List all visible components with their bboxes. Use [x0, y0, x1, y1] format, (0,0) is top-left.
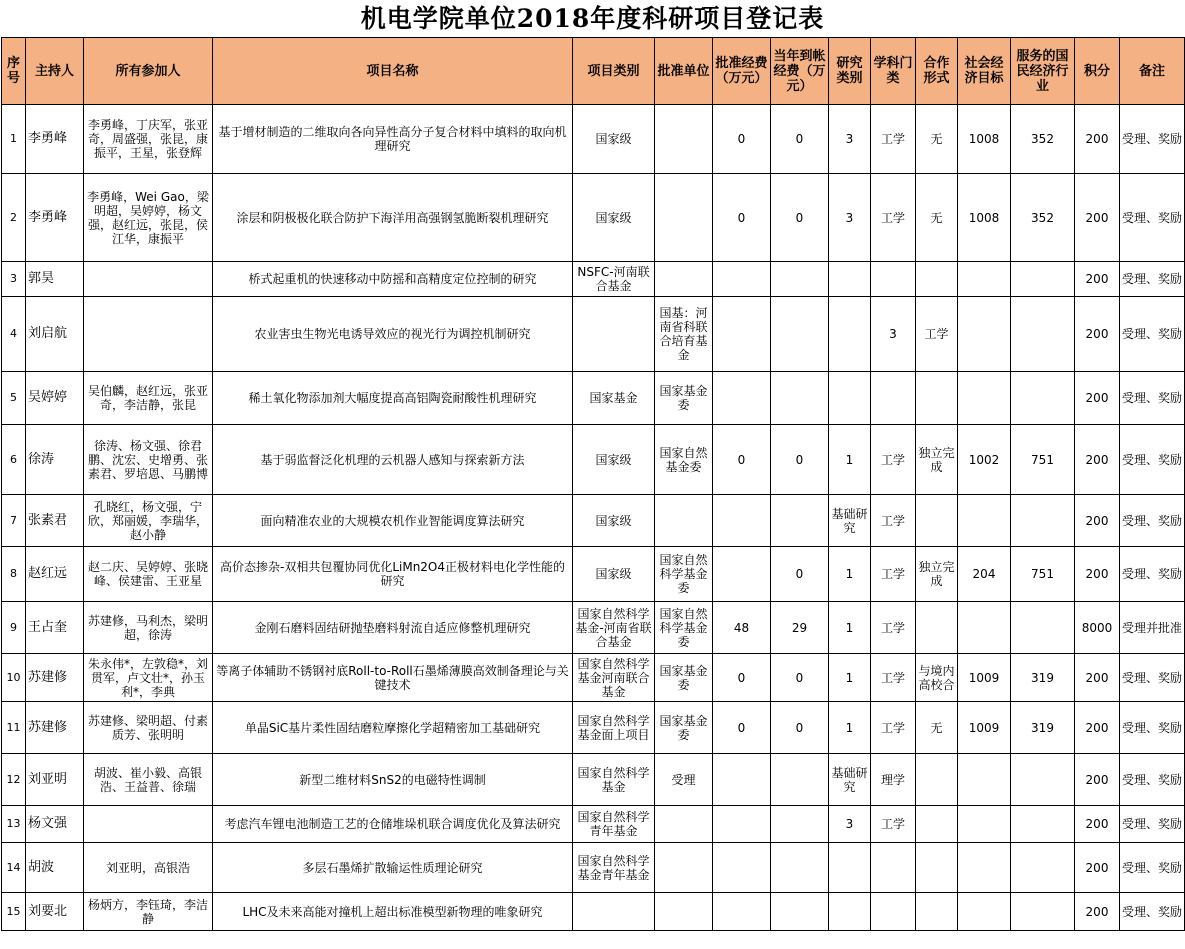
cell-industry [1011, 262, 1075, 297]
cell-score: 200 [1075, 495, 1120, 547]
cell-note: 受理、奖励 [1120, 806, 1185, 843]
cell-host: 李勇峰 [26, 174, 84, 262]
cell-received: 0 [771, 105, 829, 174]
cell-seq: 10 [2, 654, 26, 702]
cell-category: 国家自然科学青年基金 [573, 806, 655, 843]
cell-goal [958, 602, 1011, 654]
cell-host: 郭昊 [26, 262, 84, 297]
cell-approved [713, 297, 771, 372]
cell-note: 受理、奖励 [1120, 702, 1185, 754]
cell-discipline: 工学 [871, 602, 916, 654]
header-row [2, 38, 1185, 105]
cell-industry: 751 [1011, 547, 1075, 602]
cell-project: 考虑汽车锂电池制造工艺的仓储堆垛机联合调度优化及算法研究 [213, 806, 573, 843]
cell-unit: 国家基金委 [655, 372, 713, 425]
cell-note: 受理、奖励 [1120, 297, 1185, 372]
header-cell: 项目类别 [573, 38, 655, 105]
cell-members: 朱永伟*，左敦稳*，刘贯军，卢文壮*，孙玉利*，李典 [84, 654, 213, 702]
cell-project: 新型二维材料SnS2的电磁特性调制 [213, 754, 573, 806]
cell-host: 刘亚明 [26, 754, 84, 806]
cell-members: 吴伯麟，赵红远，张亚奇，李洁静，张昆 [84, 372, 213, 425]
cell-category: 国家级 [573, 425, 655, 495]
cell-seq: 1 [2, 105, 26, 174]
cell-note: 受理、奖励 [1120, 174, 1185, 262]
cell-category: 国家自然科学基金面上项目 [573, 702, 655, 754]
cell-category: 国家自然科学基金河南联合基金 [573, 654, 655, 702]
cell-seq: 14 [2, 843, 26, 893]
cell-project: LHC及未来高能对撞机上超出标准模型新物理的唯象研究 [213, 893, 573, 931]
cell-discipline: 工学 [871, 495, 916, 547]
cell-category: 国家自然科学基金-河南省联合基金 [573, 602, 655, 654]
cell-goal [958, 372, 1011, 425]
cell-received: 0 [771, 547, 829, 602]
table-row [2, 893, 1185, 931]
cell-note: 受理、奖励 [1120, 105, 1185, 174]
header-cell: 学科门类 [871, 38, 916, 105]
table-row [2, 105, 1185, 174]
cell-coop: 工学 [916, 297, 958, 372]
cell-project: 稀土氧化物添加剂大幅度提高高铝陶瓷耐酸性机理研究 [213, 372, 573, 425]
cell-approved [713, 547, 771, 602]
header-cell: 主持人 [26, 38, 84, 105]
cell-industry [1011, 806, 1075, 843]
cell-seq: 6 [2, 425, 26, 495]
header-cell: 研究类别 [829, 38, 871, 105]
cell-host: 张素君 [26, 495, 84, 547]
cell-received [771, 843, 829, 893]
cell-score: 200 [1075, 843, 1120, 893]
cell-host: 吴婷婷 [26, 372, 84, 425]
cell-score: 200 [1075, 893, 1120, 931]
cell-unit [655, 262, 713, 297]
cell-research: 1 [829, 702, 871, 754]
cell-unit [655, 843, 713, 893]
cell-unit [655, 105, 713, 174]
cell-received: 29 [771, 602, 829, 654]
cell-coop [916, 602, 958, 654]
cell-members [84, 297, 213, 372]
table-row [2, 806, 1185, 843]
cell-members: 孔晓红，杨文强，宁欣，郑丽媛，李瑞华，赵小静 [84, 495, 213, 547]
cell-unit [655, 174, 713, 262]
cell-research: 1 [829, 654, 871, 702]
cell-received [771, 297, 829, 372]
cell-members [84, 262, 213, 297]
cell-seq: 2 [2, 174, 26, 262]
table-row [2, 425, 1185, 495]
cell-industry: 352 [1011, 174, 1075, 262]
cell-category [573, 297, 655, 372]
table-row [2, 495, 1185, 547]
cell-research: 1 [829, 547, 871, 602]
cell-goal [958, 806, 1011, 843]
cell-discipline: 工学 [871, 105, 916, 174]
cell-members: 徐涛、杨文强、徐君鹏、沈宏、史增勇、张素君、罗培恩、马鹏博 [84, 425, 213, 495]
cell-host: 刘要北 [26, 893, 84, 931]
cell-score: 200 [1075, 702, 1120, 754]
cell-members: 胡波、崔小毅、高银浩、王益普、徐瑞 [84, 754, 213, 806]
cell-unit: 国家自然基金委 [655, 425, 713, 495]
cell-unit: 国家自然科学基金委 [655, 602, 713, 654]
cell-discipline [871, 372, 916, 425]
header-cell: 批准单位 [655, 38, 713, 105]
header-cell: 积分 [1075, 38, 1120, 105]
cell-project: 农业害虫生物光电诱导效应的视光行为调控机制研究 [213, 297, 573, 372]
cell-discipline: 工学 [871, 547, 916, 602]
cell-project: 多层石墨烯扩散输运性质理论研究 [213, 843, 573, 893]
header-cell: 所有参加人 [84, 38, 213, 105]
cell-goal: 1009 [958, 654, 1011, 702]
cell-industry [1011, 495, 1075, 547]
table-row [2, 654, 1185, 702]
cell-research: 基础研究 [829, 754, 871, 806]
cell-note: 受理、奖励 [1120, 754, 1185, 806]
cell-category: 国家级 [573, 495, 655, 547]
cell-unit: 国家自然科学基金委 [655, 547, 713, 602]
cell-goal: 1008 [958, 105, 1011, 174]
cell-coop: 独立完成 [916, 425, 958, 495]
cell-approved: 0 [713, 654, 771, 702]
cell-category: 国家级 [573, 105, 655, 174]
table-row [2, 702, 1185, 754]
cell-research: 1 [829, 602, 871, 654]
cell-host: 李勇峰 [26, 105, 84, 174]
cell-research: 3 [829, 806, 871, 843]
cell-note: 受理、奖励 [1120, 495, 1185, 547]
table-row [2, 843, 1185, 893]
page-title: 机电学院单位2018年度科研项目登记表 [360, 4, 825, 33]
cell-members: 苏建修，马利杰，梁明超，徐涛 [84, 602, 213, 654]
cell-discipline: 理学 [871, 754, 916, 806]
cell-category: 国家自然科学基金 [573, 754, 655, 806]
cell-project: 面向精准农业的大规模农机作业智能调度算法研究 [213, 495, 573, 547]
cell-received: 0 [771, 702, 829, 754]
table-row [2, 754, 1185, 806]
cell-members: 杨炳方，李钰琦，李洁静 [84, 893, 213, 931]
cell-score: 200 [1075, 754, 1120, 806]
cell-seq: 9 [2, 602, 26, 654]
cell-seq: 12 [2, 754, 26, 806]
cell-coop [916, 754, 958, 806]
cell-research [829, 893, 871, 931]
cell-approved [713, 372, 771, 425]
header-cell: 合作形式 [916, 38, 958, 105]
header-cell: 社会经济目标 [958, 38, 1011, 105]
cell-research [829, 297, 871, 372]
cell-project: 基于增材制造的二维取向各向异性高分子复合材料中填料的取向机理研究 [213, 105, 573, 174]
cell-host: 杨文强 [26, 806, 84, 843]
cell-unit: 受理 [655, 754, 713, 806]
cell-note: 受理、奖励 [1120, 262, 1185, 297]
cell-approved [713, 806, 771, 843]
cell-host: 赵红远 [26, 547, 84, 602]
cell-approved [713, 262, 771, 297]
cell-industry [1011, 372, 1075, 425]
cell-score: 200 [1075, 547, 1120, 602]
cell-host: 苏建修 [26, 654, 84, 702]
table-row [2, 602, 1185, 654]
cell-approved [713, 495, 771, 547]
cell-approved: 0 [713, 425, 771, 495]
cell-unit [655, 806, 713, 843]
cell-seq: 8 [2, 547, 26, 602]
cell-project: 金刚石磨料固结研抛垫磨料射流自适应修整机理研究 [213, 602, 573, 654]
cell-coop: 独立完成 [916, 547, 958, 602]
cell-host: 徐涛 [26, 425, 84, 495]
cell-discipline [871, 843, 916, 893]
cell-approved [713, 754, 771, 806]
cell-seq: 15 [2, 893, 26, 931]
cell-goal [958, 843, 1011, 893]
header-cell: 项目名称 [213, 38, 573, 105]
cell-category: 国家级 [573, 547, 655, 602]
cell-coop: 无 [916, 702, 958, 754]
cell-coop: 与境内高校合 [916, 654, 958, 702]
cell-discipline: 工学 [871, 654, 916, 702]
cell-research [829, 843, 871, 893]
cell-industry [1011, 754, 1075, 806]
cell-category: 国家自然科学基金青年基金 [573, 843, 655, 893]
header-cell: 当年到帐经费（万元） [771, 38, 829, 105]
cell-approved [713, 893, 771, 931]
cell-project: 单晶SiC基片柔性固结磨粒摩擦化学超精密加工基础研究 [213, 702, 573, 754]
cell-unit [655, 495, 713, 547]
cell-approved: 0 [713, 174, 771, 262]
cell-research: 1 [829, 425, 871, 495]
cell-industry: 751 [1011, 425, 1075, 495]
cell-discipline: 工学 [871, 806, 916, 843]
cell-seq: 5 [2, 372, 26, 425]
cell-category: 国家基金 [573, 372, 655, 425]
cell-score: 8000 [1075, 602, 1120, 654]
cell-industry [1011, 843, 1075, 893]
cell-goal [958, 754, 1011, 806]
cell-project: 涂层和阴极极化联合防护下海洋用高强钢氢脆断裂机理研究 [213, 174, 573, 262]
cell-seq: 4 [2, 297, 26, 372]
cell-research: 3 [829, 105, 871, 174]
table-row [2, 262, 1185, 297]
cell-members: 刘亚明，高银浩 [84, 843, 213, 893]
cell-industry: 319 [1011, 702, 1075, 754]
cell-discipline: 3 [871, 297, 916, 372]
cell-coop: 无 [916, 105, 958, 174]
table-row [2, 547, 1185, 602]
cell-project: 等离子体辅助不锈钢衬底Roll-to-Roll石墨烯薄膜高效制备理论与关键技术 [213, 654, 573, 702]
cell-note: 受理、奖励 [1120, 425, 1185, 495]
cell-received [771, 372, 829, 425]
cell-score: 200 [1075, 105, 1120, 174]
header-cell: 备注 [1120, 38, 1185, 105]
cell-note: 受理、奖励 [1120, 654, 1185, 702]
cell-research: 基础研究 [829, 495, 871, 547]
cell-seq: 3 [2, 262, 26, 297]
cell-note: 受理、奖励 [1120, 372, 1185, 425]
cell-approved: 48 [713, 602, 771, 654]
cell-note: 受理、奖励 [1120, 547, 1185, 602]
cell-received: 0 [771, 174, 829, 262]
cell-coop [916, 893, 958, 931]
cell-coop [916, 843, 958, 893]
cell-discipline [871, 262, 916, 297]
cell-discipline [871, 893, 916, 931]
cell-goal: 1009 [958, 702, 1011, 754]
cell-host: 苏建修 [26, 702, 84, 754]
cell-received [771, 495, 829, 547]
cell-score: 200 [1075, 262, 1120, 297]
cell-goal [958, 495, 1011, 547]
cell-category: 国家级 [573, 174, 655, 262]
cell-goal [958, 262, 1011, 297]
cell-received: 0 [771, 425, 829, 495]
cell-received [771, 806, 829, 843]
cell-host: 王占奎 [26, 602, 84, 654]
cell-goal [958, 893, 1011, 931]
cell-note: 受理、奖励 [1120, 893, 1185, 931]
cell-received [771, 262, 829, 297]
cell-industry: 319 [1011, 654, 1075, 702]
cell-score: 200 [1075, 297, 1120, 372]
cell-approved: 0 [713, 105, 771, 174]
cell-industry [1011, 602, 1075, 654]
cell-received [771, 893, 829, 931]
cell-project: 基于弱监督泛化机理的云机器人感知与探索新方法 [213, 425, 573, 495]
cell-category: NSFC-河南联合基金 [573, 262, 655, 297]
cell-coop [916, 806, 958, 843]
cell-note: 受理并批准 [1120, 602, 1185, 654]
cell-host: 胡波 [26, 843, 84, 893]
cell-members: 李勇峰，丁庆军，张亚奇，周盛强，张昆，康振平，王星，张登辉 [84, 105, 213, 174]
cell-industry: 352 [1011, 105, 1075, 174]
cell-approved: 0 [713, 702, 771, 754]
project-register-table [1, 37, 1185, 931]
cell-unit [655, 893, 713, 931]
cell-coop [916, 372, 958, 425]
cell-discipline: 工学 [871, 174, 916, 262]
cell-members: 赵二庆、吴婷婷、张晓峰、侯建雷、王亚星 [84, 547, 213, 602]
cell-approved [713, 843, 771, 893]
cell-note: 受理、奖励 [1120, 843, 1185, 893]
cell-seq: 11 [2, 702, 26, 754]
cell-members: 李勇峰，Wei Gao，梁明超，吴婷婷，杨文强，赵红远，张昆，侯江华，康振平 [84, 174, 213, 262]
cell-industry [1011, 893, 1075, 931]
cell-goal: 1008 [958, 174, 1011, 262]
cell-project: 高价态掺杂-双相共包覆协同优化LiMn2O4正极材料电化学性能的研究 [213, 547, 573, 602]
cell-received: 0 [771, 654, 829, 702]
cell-members [84, 806, 213, 843]
cell-unit: 国基：河南省科联合培育基金 [655, 297, 713, 372]
header-cell: 批准经费（万元） [713, 38, 771, 105]
table-row [2, 297, 1185, 372]
cell-discipline: 工学 [871, 425, 916, 495]
cell-score: 200 [1075, 372, 1120, 425]
table-body [2, 105, 1185, 931]
header-cell: 序号 [2, 38, 26, 105]
cell-research: 3 [829, 174, 871, 262]
cell-members: 苏建修、梁明超、付素质芳、张明明 [84, 702, 213, 754]
cell-industry [1011, 297, 1075, 372]
cell-host: 刘启航 [26, 297, 84, 372]
cell-seq: 7 [2, 495, 26, 547]
cell-research [829, 262, 871, 297]
cell-unit: 国家基金委 [655, 654, 713, 702]
cell-discipline: 工学 [871, 702, 916, 754]
cell-coop [916, 495, 958, 547]
cell-unit: 国家基金委 [655, 702, 713, 754]
cell-coop [916, 262, 958, 297]
cell-research [829, 372, 871, 425]
cell-seq: 13 [2, 806, 26, 843]
cell-score: 200 [1075, 806, 1120, 843]
header-cell: 服务的国民经济行业 [1011, 38, 1075, 105]
cell-goal: 1002 [958, 425, 1011, 495]
cell-coop: 无 [916, 174, 958, 262]
cell-project: 桥式起重机的快速移动中防摇和高精度定位控制的研究 [213, 262, 573, 297]
cell-goal [958, 297, 1011, 372]
table-row [2, 372, 1185, 425]
cell-category [573, 893, 655, 931]
cell-received [771, 754, 829, 806]
cell-score: 200 [1075, 654, 1120, 702]
cell-score: 200 [1075, 425, 1120, 495]
cell-goal: 204 [958, 547, 1011, 602]
table-row [2, 174, 1185, 262]
cell-score: 200 [1075, 174, 1120, 262]
